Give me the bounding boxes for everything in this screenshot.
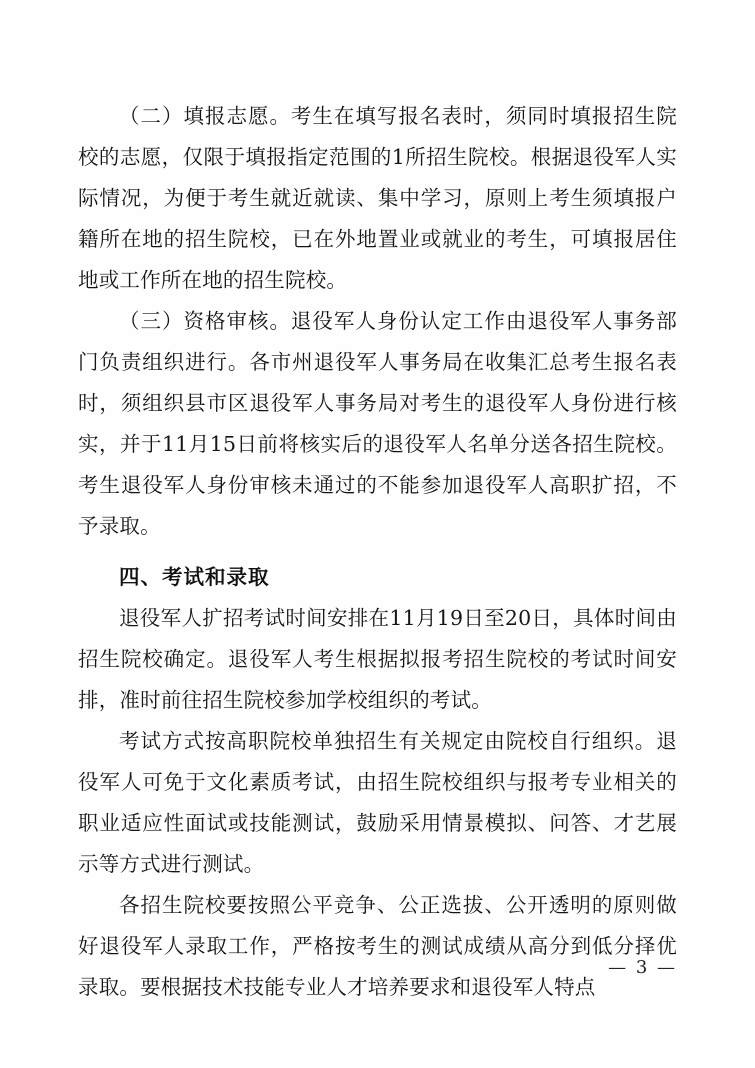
section-heading-kaoshi-luqu: 四、考试和录取 — [119, 565, 270, 589]
paragraph-tianbao-zhiyuan: （二）填报志愿。考生在填写报名表时，须同时填报招生院校的志愿，仅限于填报指定范围的1所招生院校。根据退役军人实际情况，为便于考生就近就读、集中学习，原则上考生须填报户籍所在地的招生院校，已在外地置业或就业的考生，可填报居住地或工作所在地的招生院校。 — [78, 104, 677, 292]
page-number: — 3 — — [608, 957, 677, 978]
paragraph-luqu-yuanze: 各招生院校要按照公平竞争、公正选拔、公开透明的原则做好退役军人录取工作，严格按考生的测试成绩从高分到低分择优录取。要根据技术技能专业人才培养要求和退役军人特点 — [78, 893, 677, 999]
document-body — [78, 96, 677, 1008]
paragraph-kaoshi-fangshi: 考试方式按高职院校单独招生有关规定由院校自行组织。退役军人可免于文化素质考试，由招生院校组织与报考专业相关的职业适应性面试或技能测试，鼓励采用情景模拟、问答、才艺展示等方式进行测试。 — [78, 729, 677, 876]
paragraph-kaoshi-shijian: 退役军人扩招考试时间安排在11月19日至20日，具体时间由招生院校确定。退役军人考生根据拟报考招生院校的考试时间安排，准时前往招生院校参加学校组织的考试。 — [78, 606, 677, 712]
paragraph-zige-shenhe: （三）资格审核。退役军人身份认定工作由退役军人事务部门负责组织进行。各市州退役军人事务局在收集汇总考生报名表时，须组织县市区退役军人事务局对考生的退役军人身份进行核实，并于11月15日前将核实后的退役军人名单分送各招生院校。考生退役军人身份审核未通过的不能参加退役军人高职扩招，不予录取。 — [78, 309, 677, 538]
